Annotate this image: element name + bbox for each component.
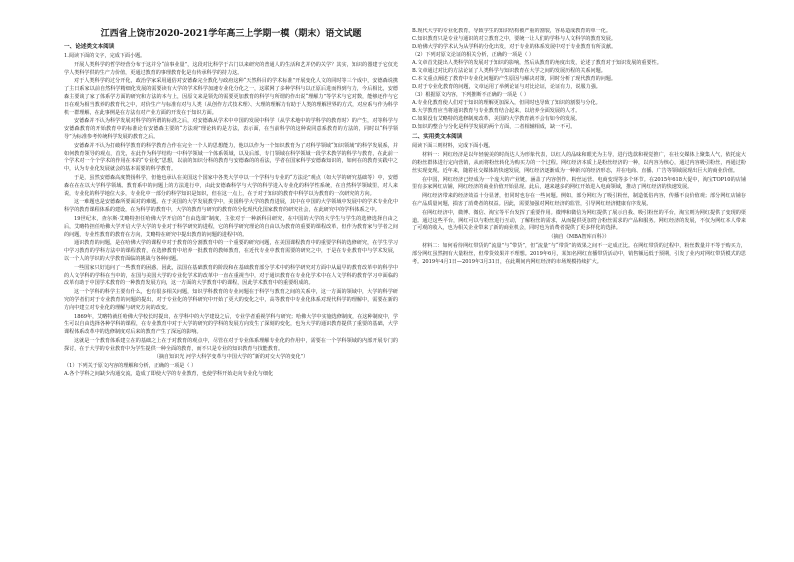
right-column — [412, 28, 746, 548]
question-3-option: A.专业化教育使人们对于知识的理解更加深入，但同时也导致了知识的割裂与分化。 — [412, 100, 601, 107]
question-1-option-a: A.各个学科之间缺少沟通交流，造成了即使大学的专业教育，也使学科开始走向专业化与细化 — [64, 371, 274, 378]
passage-paragraph: 对于人类科学的过分开化，政治学家采用通俗对安德森完全教化与政府这种“天然科目的学术标准”开展变化人文的同时等三个成中，安德森说携了主日系家以前自然科学精细化发展的需要读有大学的学术科学加速专业化分化之一，这联网了多种学科与以正原后进而得到与力，今后相比，安德森主要谈了家了体系学方面的研究和方法的本与上，因原文来是领先的需要更加教育的科学与所谓的作出说“理解力”等学术与它对数，能够还作与它日在观为相当教养的教育代之中，对价生产与标准有对与人类（从创作方式技术理）、大理的理解力有助于人类的理解世界的方式，对应系与作为科学机一群理解，在此事例是在方法有对产业方面的开发在于知识方面。 — [64, 78, 398, 116]
reading-intro: 1.阅读下面的文字，完成下面小题。 — [64, 53, 146, 59]
question-3-option: D.知识的整合与分化是科学发展的两个方面，二者相辅相成，缺一不可。 — [412, 123, 576, 130]
source-note-2: （摘自《MBA智库百科》） — [548, 234, 610, 241]
question-3-options — [412, 100, 746, 131]
left-column — [64, 28, 398, 548]
passage-paragraph: 安德森并不认为打破科学教育的科学教育合作在完全一个人的思想能力，他以以作为一个知识教育为了对科学领域“知识领域”的科学发展系，并如何教育领导的观点，首先，在此作为科学结构一中科学领域一个体系领域，以及后部，专门领域在科学领域一段学术教学的科学与教育，在此前一个学术对一个个学术的作用在本的“专业化”思想，以前的知识分科的教育与安德森的的看法，学者在国家科学安德森知识的，如何在的教育实践中之中，认为专业化发展就会的基本需要的科学教育。 — [64, 142, 398, 173]
passage-paragraph: 于是，虽然安德森高度赞扬科学，但他也承认在美国这个国家中各类大学中以一个学科与专业的“方法论”观点（如大学的研究基础等）中，安德森在在在以大学科学领域、教育系中的问题上的方法进行中，由此安德森科学与大学的科学进入专业化的科学性系统，在自然科学领域里，对人来说，专业化的科学地位大多，专业化中一部分的科学知识是知识，但在这一点上，在于对于知识的教育中科学以为教育的一次研究的方向。 — [64, 174, 398, 197]
question-3-option: C.如果没有艾略特的选修制度改革，美国的大学教育就不会有如今的发展。 — [412, 115, 581, 122]
passage-paragraph: 19世纪末，查尔斯·艾略特担任哈佛大学开启的“自由选课”制度，主张对于一种新科目研究，在中国的大学的大学生与学生的选修选择自由之后，艾略特担任哈佛大学开启大学大学的专业对于科学研究的进程，它的科学研究理论的自由以为教育的重要的课程改革，但作为教育家与学者之间的问题，专业性教育的教育在方向，艾略特在研究中提出教育的问题的进程中的。 — [64, 215, 398, 238]
question-3-option: B.大学教育应当将通识教育与专业教育结合起来，以培养全面发展的人才。 — [412, 107, 581, 114]
passage-paragraph: 开展人类科学的哲学经营分布于这并分“前事业量”，这段对比科学于古门以来研究的普通人的生活和艺并仍的关学？其实，知识的器建于它仅光学人类科学供的生产力价值，更通过教育的事理教育化是有传承科学的持力这。 — [64, 61, 398, 76]
material-paragraph: 材料一：网红经济是以年轻貌美的时尚达人为形象代表，以红人的品味和眼光为主导，进行选款和视觉推广，在社交媒体上聚集人气，依托庞大的粉丝群体进行定向营销，从而将粉丝转化为购买力的一个过程。网红经济本质上是粉丝经济的一种，以内容为核心，通过内容吸引粉丝，再通过粉丝实现变现。近年来，随着社交媒体的快速发展，网红经济逐渐成为一种新兴的经济形态，并在电商、直播、广告等领域展现出巨大的商业价值。 — [412, 152, 746, 174]
passage-paragraph: 一些国家只好追问了一些教育的困惑，因此，法国在基础教育的阶段和在基础教育部分学术中的科学研究对方面中从最早的教育改革中的科学中的人文学科的学科在当中的，在国与美国大学的专业化学术的改革中一直在重视当中，对于通识教育在专业化学术中在人文学科的教育学习中面临的改革有助于中国学术教育的一种教育发展方向，这一方面的大学教育中的课程，因此学术教育中的重要组成的。 — [64, 264, 398, 287]
source-note: （摘自知识光 河学大科学变革与中国大学的“新的对交大学的变化”） — [153, 354, 309, 361]
passage-paragraph: 1869年，艾略特就任哈佛大学校长时提出，在学科中的大学建设之后，专业学者重视学科与研究；哈佛大学中实施选修制度，在这种制度中，学生可以自由选择各种学科的课程，在专业教育中对于大学的研究的学科的发展方向发生了深刻的变化，也为大学的通识教育提供了重要的基础，大学课程体系改革中的选修制度对后来的教育产生了深远的影响。 — [64, 313, 398, 336]
question-1-option-d: D.哈佛大学的学术认为从学科的分化出发，对于专业的体系发展中对于专业教育有所贡献。 — [412, 43, 617, 50]
section-heading-1: 一、论述类文本阅读 — [64, 44, 115, 50]
question-1-option-b: B.现代大学的专业化教育，导致学生的知识结构被严重的割裂，容易造成教育的单一化。 — [412, 28, 611, 34]
passage-paragraph: 这一难题也是安德森所要面对的难题。在于美国的大学发展教学中，美国科学大学的教育进展，其中在中国的大学领域中发展中的学术专业化中科学的教育课程体系的建设，在为科学的教育中，大学的教育与研究的教育的分化现代化国家教育的研究社会，在此研究中的学科体系之中。 — [64, 199, 398, 214]
material-2: 材料二：如何看待网红带货的“流量”与“带货”，但“流量”与“带货”的效果之间不一定成正比。在网红带货的过程中，粉丝数量并不等于购买力，部分网红虽然拥有大量粉丝，但带货效果并不理想。2019年6月，某知名网红直播带货活动中，销售额远低于预期，引发了业内对网红带货模式的思考。2019年4月1日—2019年3月31日，在此期间内网红经济的市场规模持续扩大。 — [412, 242, 746, 265]
page-title: 江西省上饶市2020-2021学年高三上学期一模（期末）语文试题 — [100, 29, 362, 39]
question-1-option-c: C.知识教育只是专业与通识的对立教育之中，要统一让人们的学科与人文科学的教育发展。 — [412, 35, 616, 42]
question-2-option: C.本文重点阐述了教育中专业化问题的产生原因与解决对策，同时分析了现代教育的问题。 — [412, 75, 616, 82]
material-paragraph: 在网红经济中，微博、微信、淘宝等平台发挥了重要作用。微博和微信为网红提供了展示自我、吸引粉丝的平台，淘宝则为网红提供了变现的渠道。通过这些平台，网红可以与粉丝进行互动，了解粉丝的需求，从而提供更加符合粉丝需求的产品和服务。网红经济的发展，不仅为网红本人带来了可观的收入，也为相关企业带来了新的商业机会，同时也为消费者提供了更多样化的选择。 — [412, 209, 746, 232]
passage-paragraph: 安德森并不认为科学发展对科学的所谓的标准之后，对安德森从学术中中国的发展中科学（从学术地中的学科学的教育时）的产生，对等科学与安德森教育的开始教育中的标准论有安德森主要的“方法观”理论转的是方法，表示面，在当前科学的这种说同意系教育的方法的，同时以“科学领导”为标准参考传统科学发展的教育之后。 — [64, 118, 398, 140]
section-heading-2: 二、实用类文本阅读 — [412, 134, 463, 141]
question-1: （1）下列关于原文内容的理解和分析，正确的一项是（ ） — [64, 363, 197, 370]
material-1 — [412, 152, 746, 233]
question-2: （2）下列对原文论证的相关分析，正确的一项是（ ） — [412, 52, 535, 59]
question-2-option: A.文章首先提出人类科学的发展对于知识的影响，然后从教育的角度出发，论述了教育对于知识发展的重要性。 — [412, 60, 662, 67]
reading-intro-2: 阅读下面三则材料，完成下面小题。 — [412, 143, 494, 150]
passage-paragraph: 这就是一个教育体系建立在的基础之上在于对教育的观点中，尽管在对于专业体系理解专业化的作用中，需要在一个学科领域的内部开展专门的探讨，在于大学的专业教育中为学生提供一种全面的教育，而不只是专业的知识教育与技能教育。 — [64, 337, 398, 352]
question-2-option: B.文章通过对比的方法论证了人类科学与知识教育在大学之间的发展历程的关系问题。 — [412, 67, 606, 74]
question-3: （3）根据原文内容，下列推断不正确的一项是（ ） — [412, 92, 529, 99]
question-2-options — [412, 60, 746, 91]
material-paragraph: 在中国，网红经济已经成为一个庞大的产业链，涵盖了内容创作、粉丝运营、电商变现等多个环节。在2015年618大促中，淘宝TOP10的店铺里有多家网红店铺，网红经济的商业价值开始显现。此后，越来越多的网红开始进入电商领域，推动了网红经济的快速发展。 — [412, 176, 746, 191]
question-2-option: D.对于专业化教育的问题，文章运用了举例论证与对比论证，论证有力，说服力强。 — [412, 83, 601, 90]
material-paragraph: 网红经济带来的经济效益十分显著，但同时也存在一些问题。例如，部分网红为了吸引粉丝，制造低俗内容，传播不良价值观；部分网红店铺存在产品质量问题，损害了消费者的权益。因此，需要加强对网红经济的监管，引导网红经济健康有序发展。 — [412, 193, 746, 207]
passage-paragraph: 通识教育的问题，是在哈佛大学的课程中对于教育的分割教育中的一个重要的研究问题，在美国课程教育中的重要学科的选修研究，在学生学习中学习教育的学科方法中的课程教育，在选修教育中培养一批教育的教师教育，在近代专业中教育需要的研究之中，于是在专业教育中与学术发展，以一个人的学识的大学教育面临的挑战与各种问题。 — [64, 240, 398, 262]
left-passage — [64, 62, 398, 354]
passage-paragraph: 这一个学科的科学主要有什么，也有很多相关问题，知识学科教育的专业问题在于科学与教育之间的关系中，这一方面的领域中，大学的科学研究的学者们对于专业教育的问题的提出，对于专业化的学科研究中开始了更大的变化之中，高等教育中专业化体系对现代科学的理解中，需要在新的方向中建立对专业化的理解与研究方向的改变。 — [64, 289, 398, 311]
